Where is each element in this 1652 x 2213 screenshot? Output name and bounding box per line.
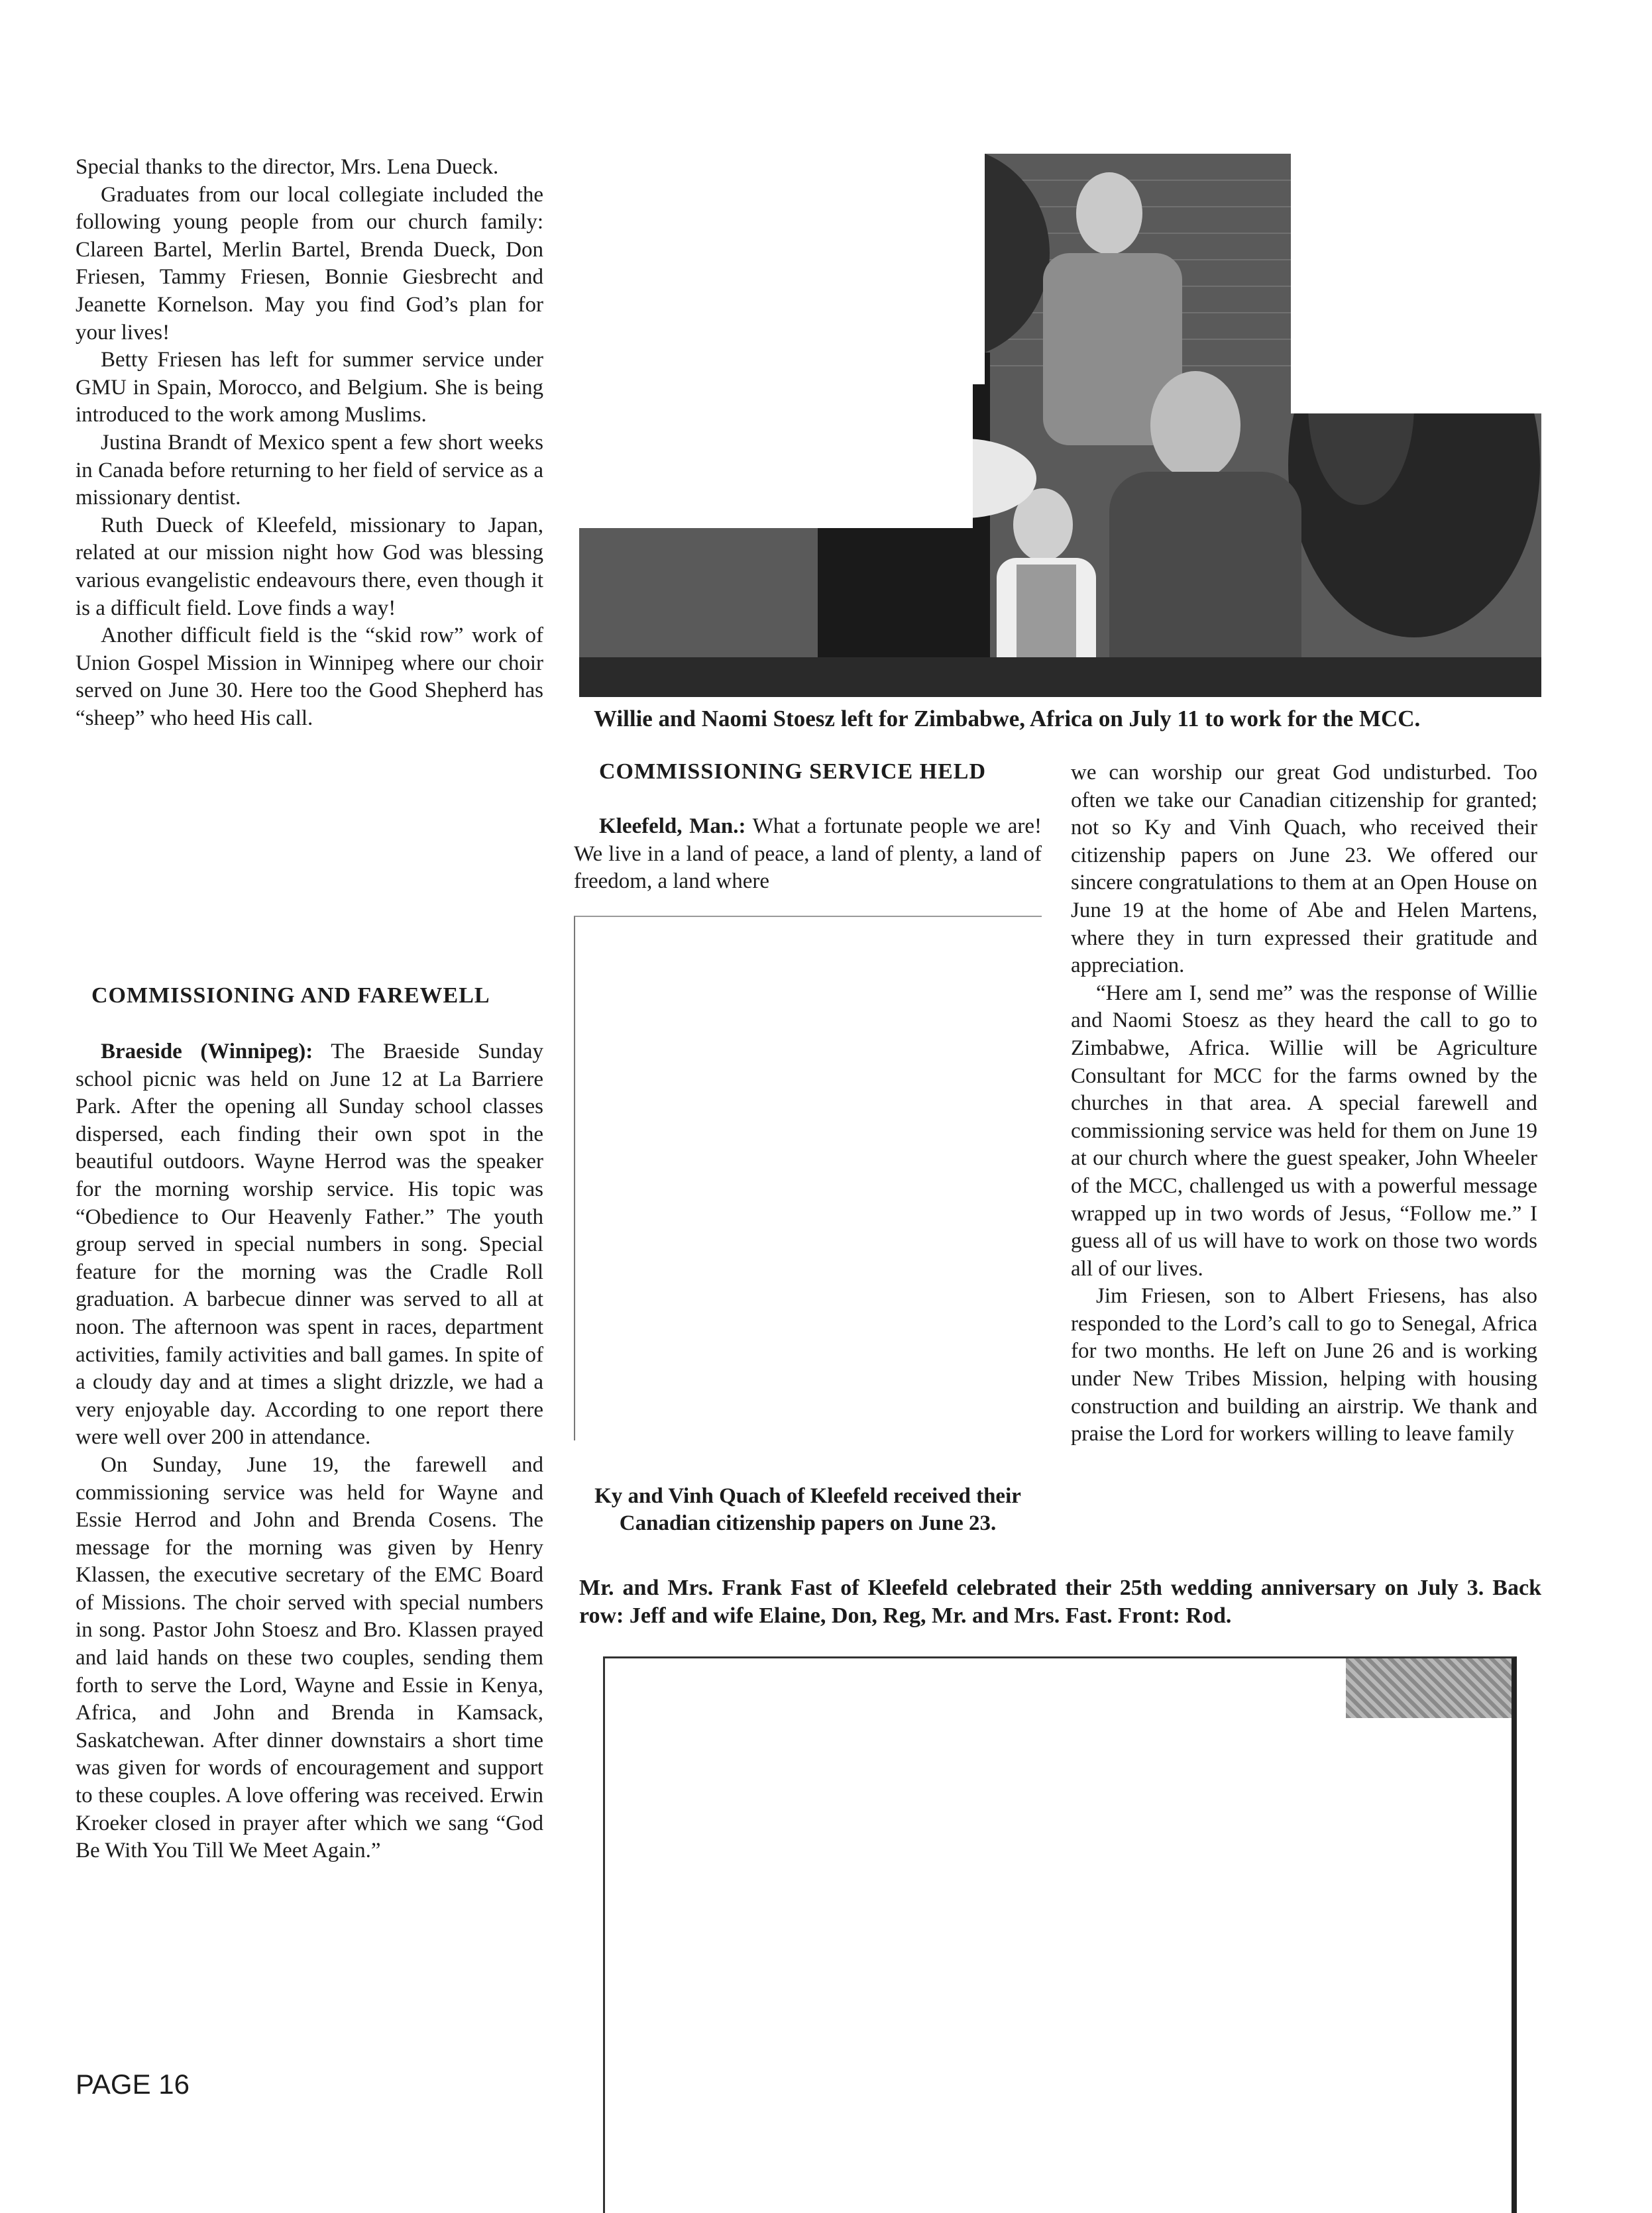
paragraph: Special thanks to the director, Mrs. Lena Dueck. [76, 155, 499, 179]
redacted-block [579, 154, 985, 384]
paragraph: “Here am I, send me” was the response of Willie and Naomi Stoesz as they heard the call to go to Zimbabwe, Africa. Willie will be Agriculture Consultant for MCC for the farms owned by the churches in that area. A special farewell and commissioning service was held for them on June 19 at our church where the guest speaker, John Wheeler of the MCC, challenged us with a powerful message wrapped up in two words of Jesus, “Follow me.” I guess all of us will have to work on those two words all of our lives. [1071, 981, 1537, 1281]
kleefeld-lead: Kleefeld, Man.: [599, 814, 746, 838]
paragraph: we can worship our great God undisturbed. Too often we take our Canadian citizenship for granted; not so Ky and Vinh Quach, who received their citizenship papers on June 23. We offered our sincere congratulations to them at an Open House on June 19 at the home of Abe and Helen Martens, where they in turn expressed their gratitude and appreciation. [1071, 761, 1537, 978]
stoesz-family-photo [579, 154, 1541, 697]
left-column-top [76, 154, 543, 732]
quach-photo [574, 916, 1042, 1440]
paragraph: Jim Friesen, son to Albert Friesens, has also responded to the Lord’s call to go to Senegal, Africa for two months. He left on June 26 and is working under New Tribes Mission, helping with housing construction and building an airstrip. We thank and praise the Lord for workers willing to leave family [1071, 1284, 1537, 1446]
fast-family-photo [603, 1656, 1517, 2213]
redacted-block [605, 1658, 1334, 2213]
quach-photo-caption: Ky and Vinh Quach of Kleefeld received their Canadian citizenship papers on June 23. [594, 1484, 1021, 1535]
paragraph: Betty Friesen has left for summer service under GMU in Spain, Morocco, and Belgium. She is being introduced to the work among Muslims. [76, 348, 543, 427]
stoesz-photo-caption: Willie and Naomi Stoesz left for Zimbabwe, Africa on July 11 to work for the MCC. [594, 706, 1421, 731]
fast-photo-caption: Mr. and Mrs. Frank Fast of Kleefeld celebrated their 25th wedding anniversary on July 3. Back row: Jeff and wife Elaine, Don, Reg, Mr. and Mrs. Fast. Front: Rod. [579, 1576, 1541, 1628]
paragraph: Another difficult field is the “skid row” work of Union Gospel Mission in Winnipeg where our choir served on June 30. Here too the Good Shepherd has “sheep” who heed His call. [76, 623, 543, 730]
kleefeld-paragraph [574, 813, 1042, 896]
braeside-lead: Braeside (Winnipeg): [101, 1040, 313, 1063]
kleefeld-text: What a fortunate people we are! We live in a land of peace, a land of plenty, a land of freedom, a land where [574, 814, 1042, 894]
middle-column-text [574, 813, 1042, 896]
farewell-paragraph: On Sunday, June 19, the farewell and commissioning service was held for Wayne and Essie Herrod and John and Brenda Cosens. The message for the morning was given by Henry Klassen, the executive secretary of the EMC Board of Missions. The choir served with special numbers in song. Pastor John Stoesz and Bro. Klassen prayed and laid hands on these two couples, sending them forth to serve the Lord, Wayne and Essie in Kenya, Africa, and John and Brenda in Kamsack, Saskatchewan. After dinner downstairs a short time was given for words of encouragement and support to these couples. A love offering was received. Erwin Kroeker closed in prayer after which we sang “God Be With You Till We Meet Again.” [76, 1452, 543, 1863]
commissioning-farewell-heading: COMMISSIONING AND FAREWELL [91, 983, 490, 1008]
left-column-bottom [76, 1038, 543, 1865]
right-column-text [1071, 759, 1537, 1448]
page-number: PAGE 16 [76, 2069, 190, 2100]
braeside-text: The Braeside Sunday school picnic was held on June 12 at La Barriere Park. After the opening all Sunday school classes dispersed, each finding their own spot in the beautiful outdoors. Wayne Herrod was the speaker for the morning worship service. His topic was “Obedience to Our Heavenly Father.” The youth group served in special numbers in song. Special feature for the morning was the Cradle Roll graduation. A barbecue dinner was served to all at noon. The afternoon was spent in races, department activities, family activities and ball games. In spite of a cloudy day and at times a slight drizzle, we had a very enjoyable day. According to one report there were well over 200 in attendance. [76, 1040, 544, 1450]
commissioning-service-heading: COMMISSIONING SERVICE HELD [599, 759, 987, 784]
paragraph: Ruth Dueck of Kleefeld, missionary to Japan, related at our mission night how God was blessing various evangelistic endeavours there, even though it is a difficult field. Love finds a way! [76, 513, 543, 620]
paragraph: Graduates from our local collegiate included the following young people from our church family: Clareen Bartel, Merlin Bartel, Brenda Dueck, Don Friesen, Tammy Friesen, Bonnie Giesbrecht and Jeanette Kornelson. May you find God’s plan for your lives! [76, 182, 543, 345]
braeside-paragraph [76, 1038, 543, 1452]
photo-corner-texture [1346, 1658, 1512, 1718]
redacted-block [1291, 154, 1541, 413]
paragraph: Justina Brandt of Mexico spent a few short weeks in Canada before returning to her field of service as a missionary dentist. [76, 430, 543, 510]
